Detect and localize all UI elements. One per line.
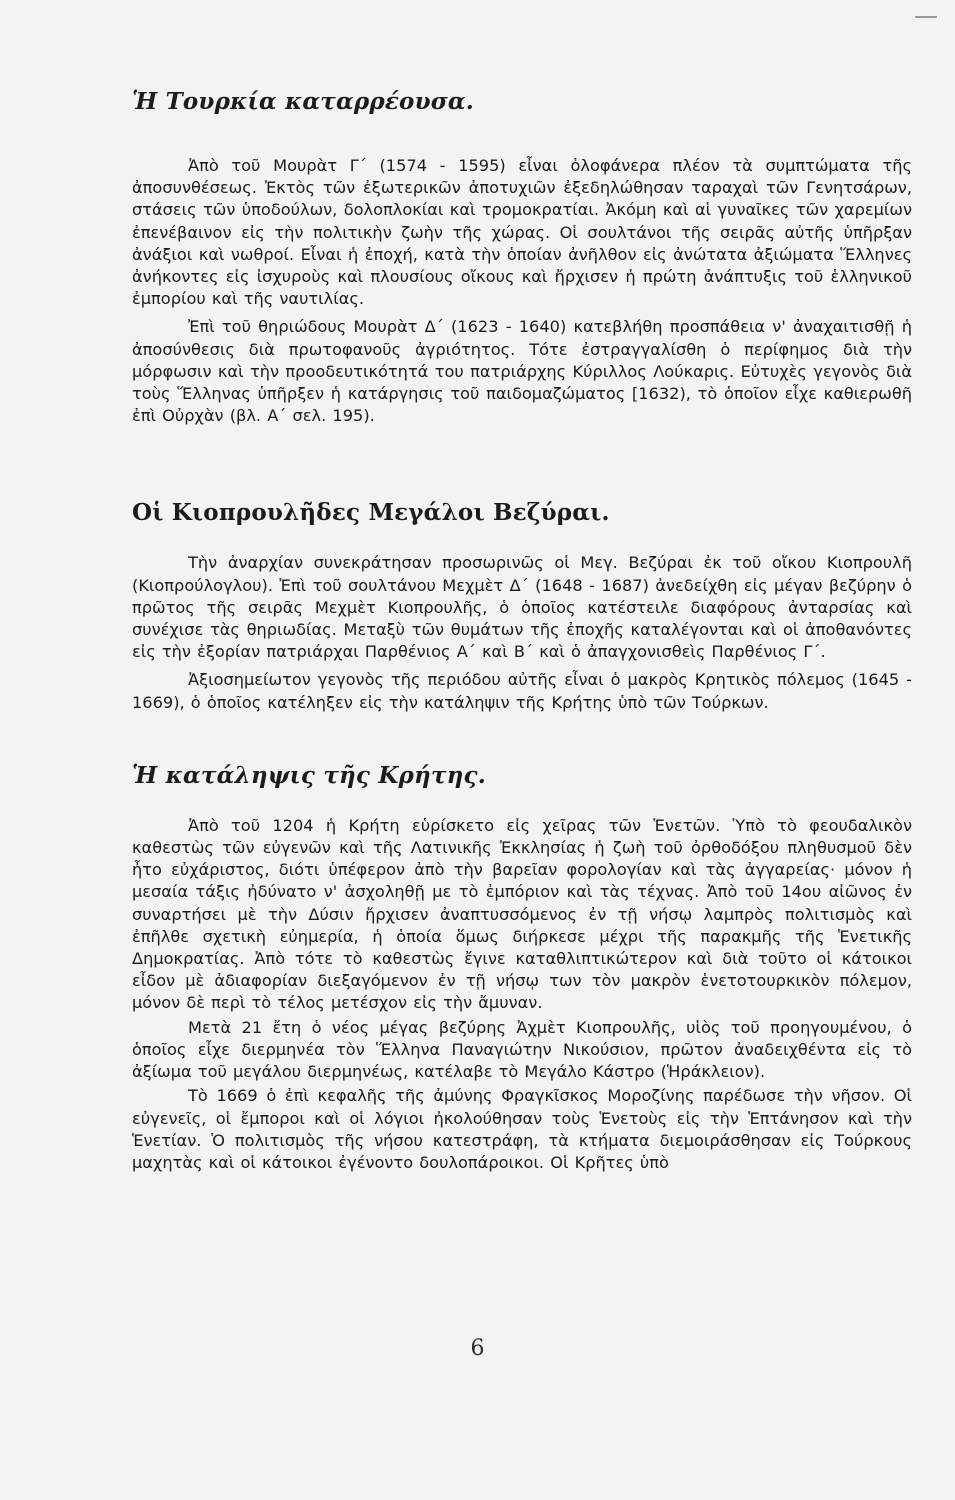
paragraph-ahmed-koprulu: Μετὰ 21 ἔτη ὁ νέος μέγας βεζύρης Ἀχμὲτ Κιοπρουλῆς, υἱὸς τοῦ προηγουμένου, ὁ ὁποῖος εἶχε διερμηνέα τὸν Ἕλληνα Παναγιώτην Νικούσιον, πρῶτον ἀναδειχθέντα εἰς τὸ ἀξίωμα τοῦ μεγάλου διερμηνέως, κατέλαβε τὸ Μεγάλο Κάστρο (Ἡράκλειον). bbox=[132, 1017, 912, 1082]
section-heading-crete: Ἡ κατάληψις τῆς Κρήτης. bbox=[132, 761, 486, 789]
paragraph-murad-iii: Ἀπὸ τοῦ Μουρὰτ Γ΄ (1574 - 1595) εἶναι ὁλοφάνερα πλέον τὰ συμπτώματα τῆς ἀποσυνθέσεως. Ἐκτὸς τῶν ἐξωτερικῶν ἀποτυχιῶν ἐξεδηλώθησαν ταραχαὶ τῶν Γενητσάρων, στάσεις τῶν ὑποδούλων, δολοπλοκίαι καὶ τρομοκρατίαι. Ἀκόμη καὶ αἱ γυναῖκες τῶν χαρεμίων ἐπενέβαινον εἰς τὴν πολιτικὴν ζωὴν τῆς χώρας. Οἱ σουλτάνοι τῆς σειρᾶς αὐτῆς ὑπῆρξαν ἀνάξιοι καὶ νωθροί. Εἶναι ἡ ἐποχή, κατὰ τὴν ὁποίαν ἀνῆλθον εἰς ἀνώτατα ἀξιώματα Ἕλληνες ἀνήκοντες εἰς ἰσχυροὺς καὶ πλουσίους οἴκους καὶ ἤρχισεν ἡ πρώτη ἀνάπτυξις τοῦ ἑλληνικοῦ ἐμπορίου καὶ τῆς ναυτιλίας. bbox=[132, 156, 912, 309]
paragraph-surrender-1669: Τὸ 1669 ὁ ἐπὶ κεφαλῆς τῆς ἀμύνης Φραγκῖσκος Μοροζίνης παρέδωσε τὴν νῆσον. Οἱ εὐγενεῖς, οἱ ἔμποροι καὶ οἱ λόγιοι ἠκολούθησαν τοὺς Ἑνετοὺς εἰς τὴν Ἑπτάνησον καὶ τὴν Ἑνετίαν. Ὁ πολιτισμὸς τῆς νήσου κατεστράφη, τὰ κτήματα διεμοιράσθησαν εἰς Τούρκους μαχητὰς καὶ οἱ κάτοικοι ἐγένοντο δουλοπάροικοι. Οἱ Κρῆτες ὑπὸ bbox=[132, 1086, 912, 1172]
scan-edge-mark bbox=[915, 16, 937, 18]
section-heading-kopruluzade: Οἱ Κιοπρουλῆδες Μεγάλοι Βεζύραι. bbox=[132, 499, 610, 527]
paragraph-cretan-war: Ἀξιοσημείωτον γεγονὸς τῆς περιόδου αὐτῆς εἶναι ὁ μακρὸς Κρητικὸς πόλεμος (1645 - 1669), ὁ ὁποῖος κατέληξεν εἰς τὴν κατάληψιν τῆς Κρήτης ὑπὸ τῶν Τούρκων. bbox=[132, 670, 912, 712]
page-body bbox=[132, 70, 912, 1174]
paragraph-kopruluzade: Τὴν ἀναρχίαν συνεκράτησαν προσωρινῶς οἱ Μεγ. Βεζύραι ἐκ τοῦ οἴκου Κιοπρουλῆ (Κιοπρούλογλου). Ἐπὶ τοῦ σουλτάνου Μεχμὲτ Δ΄ (1648 - 1687) ἀνεδείχθη εἰς μέγαν βεζύρην ὁ πρῶτος τῆς σειρᾶς Μεχμὲτ Κιοπρουλῆς, ὁ ὁποῖος κατέστειλε διαφόρους ἀνταρσίας καὶ συνέχισε τὰς θηριωδίας. Μεταξὺ τῶν θυμάτων τῆς ἐποχῆς καταλέγονται καὶ οἱ ἀποθανόντες εἰς τὴν ἐξορίαν πατριάρχαι Παρθένιος Α΄ καὶ Β΄ καὶ ὁ ἀπαγχονισθεὶς Παρθένιος Γ΄. bbox=[132, 553, 912, 662]
page-number: 6 bbox=[470, 1336, 485, 1361]
paragraph-murad-iv: Ἐπὶ τοῦ θηριώδους Μουρὰτ Δ΄ (1623 - 1640) κατεβλήθη προσπάθεια ν' ἀναχαιτισθῇ ἡ ἀποσύνθεσις διὰ πρωτοφανοῦς ἀγριότητος. Τότε ἐστραγγαλίσθη ὁ περίφημος διὰ τὴν μόρφωσιν καὶ τὴν προοδευτικότητά του πατριάρχης Κύριλλος Λούκαρις. Εὐτυχὲς γεγονὸς διὰ τοὺς Ἕλληνας ὑπῆρξεν ἡ κατάργησις τοῦ παιδομαζώματος [1632), τὸ ὁποῖον εἶχε καθιερωθῆ ἐπὶ Οὐρχὰν (βλ. Α΄ σελ. 195). bbox=[132, 317, 912, 426]
section-heading-turkey: Ἡ Τουρκία καταρρέουσα. bbox=[132, 88, 475, 115]
paragraph-venetian-crete: Ἀπὸ τοῦ 1204 ἡ Κρήτη εὑρίσκετο εἰς χεῖρας τῶν Ἑνετῶν. Ὑπὸ τὸ φεουδαλικὸν καθεστὼς τῶν εὐγενῶν καὶ τῆς Λατινικῆς Ἐκκλησίας ἡ ζωὴ τοῦ ὀρθοδόξου πληθυσμοῦ δὲν ἦτο εὐχάριστος, διότι ὑπέφερον ἀπὸ τὴν βαρεῖαν φορολογίαν καὶ τὰς ἀγγαρείας· μόνον ἡ μεσαία τάξις ἠδύνατο ν' ἀσχοληθῇ με τὸ ἐμπόριον καὶ τὰς τέχνας. Ἀπὸ τοῦ 14ου αἰῶνος ἐν συναρτήσει μὲ τὴν Δύσιν ἤρχισεν ἀναπτυσσόμενος ἐν τῇ νήσῳ λαμπρὸς πολιτισμὸς καὶ ἐπῆλθε σχετικὴ εὐημερία, ἡ ὁποία ὅμως διήρκεσε μέχρι τῆς παρακμῆς τῆς Ἑνετικῆς Δημοκρατίας. Ἀπὸ τότε τὸ καθεστὼς ἔγινε καταθλιπτικώτερον καὶ διὰ τοῦτο οἱ κάτοικοι εἶδον μὲ ἀδιαφορίαν διεξαγόμενον ἐν τῇ νήσῳ των τὸν μακρὸν ἑνετοτουρκικὸν πόλεμον, μόνον δὲ περὶ τὸ τέλος μετέσχον εἰς τὴν ἄμυναν. bbox=[132, 815, 912, 1013]
